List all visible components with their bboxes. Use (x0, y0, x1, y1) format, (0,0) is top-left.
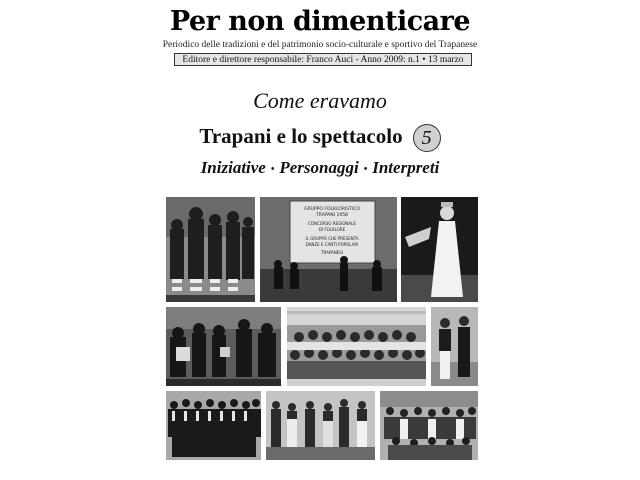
editor-info-box: Editore e direttore responsabile: Franco Auci - Anno 2009: n.1 • 13 marzo (174, 53, 472, 66)
banner-line: TRAPANESI (321, 250, 343, 255)
newsletter-title: Per non dimenticare (169, 6, 471, 37)
tag-item: Personaggi (279, 158, 359, 177)
photo-two-men (431, 307, 478, 386)
issue-headline (0, 124, 640, 152)
photo-men-suits (166, 391, 261, 460)
tag-item: Interpreti (372, 158, 440, 177)
newsletter-subtitle: Periodico delle tradizioni e del patrimonio socio-culturale e sportivo del Trapanese (162, 40, 478, 50)
banner-line: CONCORSO REGIONALE (308, 221, 356, 226)
tag-item: Iniziative (200, 158, 266, 177)
photo-folk-group (166, 197, 255, 302)
photo-large-group (287, 307, 426, 386)
banner-line: GRUPPO FOLKLORISTICO (304, 207, 360, 212)
banner-line: IL GRUPPO CHE PRESENTA (305, 236, 359, 241)
issue-number-badge: 5 (413, 124, 441, 152)
section-label: Come eravamo (253, 88, 387, 113)
tag-separator: • (363, 163, 368, 175)
tag-separator: • (270, 163, 275, 175)
photo-stage-banner (260, 197, 397, 302)
photo-queen-gown (401, 197, 478, 302)
banner-line: DI FOLKLORE (318, 227, 346, 232)
banner-line: TRAPANI 1958 (316, 213, 348, 218)
banner-line: DANZE E CANTI POPOLARI (305, 242, 359, 247)
photo-accordion-band (166, 307, 281, 386)
photo-group-pose (380, 391, 478, 460)
photo-performers-stage (266, 391, 375, 460)
topic-tags (0, 158, 640, 178)
headline-text: Trapani e lo spettacolo (199, 124, 403, 148)
